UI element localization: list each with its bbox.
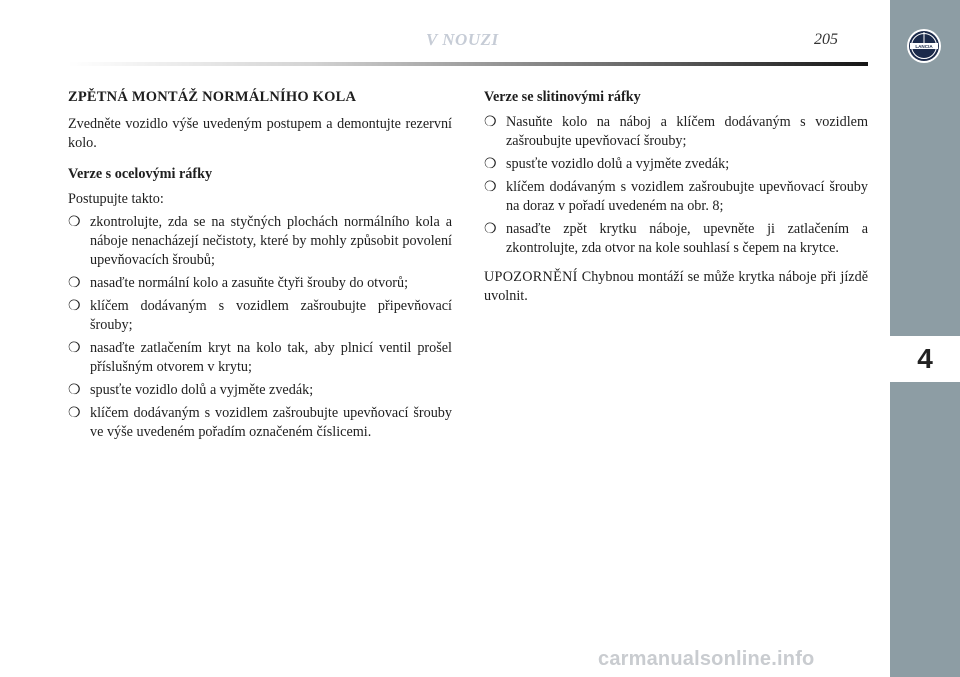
list-item <box>68 404 452 442</box>
bullet-icon: ❍ <box>68 276 81 291</box>
bullet-icon: ❍ <box>68 383 81 398</box>
logo-text: LANCIA <box>915 44 933 49</box>
alloy-rims-steps <box>484 113 868 258</box>
steel-rims-steps <box>68 213 452 442</box>
left-column <box>68 88 452 446</box>
list-item <box>484 155 868 174</box>
header-rule <box>68 62 868 66</box>
bullet-icon: ❍ <box>68 406 81 421</box>
chapter-number: 4 <box>917 343 933 374</box>
list-item-text: klíčem dodávaným s vozidlem zašroubujte upevňovací šrouby na doraz v pořadí uvedeném na obr. 8; <box>506 179 868 214</box>
list-item-text: klíčem dodávaným s vozidlem zašroubujte upevňovací šrouby ve výše uvedeném pořadím označeném číslicemi. <box>90 405 452 440</box>
intro-paragraph: Zvedněte vozidlo výše uvedeným postupem a demontujte rezervní kolo. <box>68 116 452 151</box>
steel-rims-subheading: Verze s ocelovými ráfky <box>68 166 213 182</box>
list-item <box>68 297 452 335</box>
bullet-icon: ❍ <box>484 115 497 130</box>
list-item <box>484 220 868 258</box>
list-item-text: spusťte vozidlo dolů a vyjměte zvedák; <box>90 382 314 398</box>
lead-text: Postupujte takto: <box>68 191 164 207</box>
warning-text: Chybnou montáží se může krytka náboje při jízdě uvolnit. <box>484 269 868 304</box>
list-item-text: klíčem dodávaným s vozidlem zašroubujte připevňovací šrouby; <box>90 298 452 333</box>
list-item <box>484 178 868 216</box>
list-item <box>68 274 452 293</box>
lancia-logo-icon <box>906 28 942 64</box>
list-item-text: spusťte vozidlo dolů a vyjměte zvedák; <box>506 156 730 172</box>
page-number: 205 <box>814 31 838 48</box>
bullet-icon: ❍ <box>484 157 497 172</box>
warning-paragraph <box>484 268 868 306</box>
right-column <box>484 88 868 306</box>
list-item <box>68 381 452 400</box>
bullet-icon: ❍ <box>68 215 81 230</box>
bullet-icon: ❍ <box>484 180 497 195</box>
list-item-text: zkontrolujte, zda se na styčných plochách normálního kola a náboje nenacházejí nečistoty, které by mohly způsobit povolení upevňovacích šroubů; <box>90 214 452 268</box>
section-heading: ZPĚTNÁ MONTÁŽ NORMÁLNÍHO KOLA <box>68 89 357 105</box>
warning-label: UPOZORNĚNÍ <box>484 269 578 285</box>
list-item <box>484 113 868 151</box>
list-item <box>68 213 452 270</box>
bullet-icon: ❍ <box>68 341 81 356</box>
list-item-text: nasaďte zpět krytku náboje, upevněte ji zatlačením a zkontrolujte, zda otvor na kole souhlasí s čepem na krytce. <box>506 221 868 256</box>
list-item-text: nasaďte zatlačením kryt na kolo tak, aby plnicí ventil prošel příslušným otvorem v krytu; <box>90 340 452 375</box>
list-item <box>68 339 452 377</box>
alloy-rims-subheading: Verze se slitinovými ráfky <box>484 89 641 105</box>
bullet-icon: ❍ <box>68 299 81 314</box>
watermark: carmanualsonline.info <box>598 648 815 670</box>
bullet-icon: ❍ <box>484 222 497 237</box>
chapter-box <box>890 336 960 382</box>
list-item-text: nasaďte normální kolo a zasuňte čtyři šrouby do otvorů; <box>90 275 409 291</box>
section-title: V NOUZI <box>426 30 499 49</box>
list-item-text: Nasuňte kolo na náboj a klíčem dodávaným s vozidlem zašroubujte upevňovací šrouby; <box>506 114 868 149</box>
